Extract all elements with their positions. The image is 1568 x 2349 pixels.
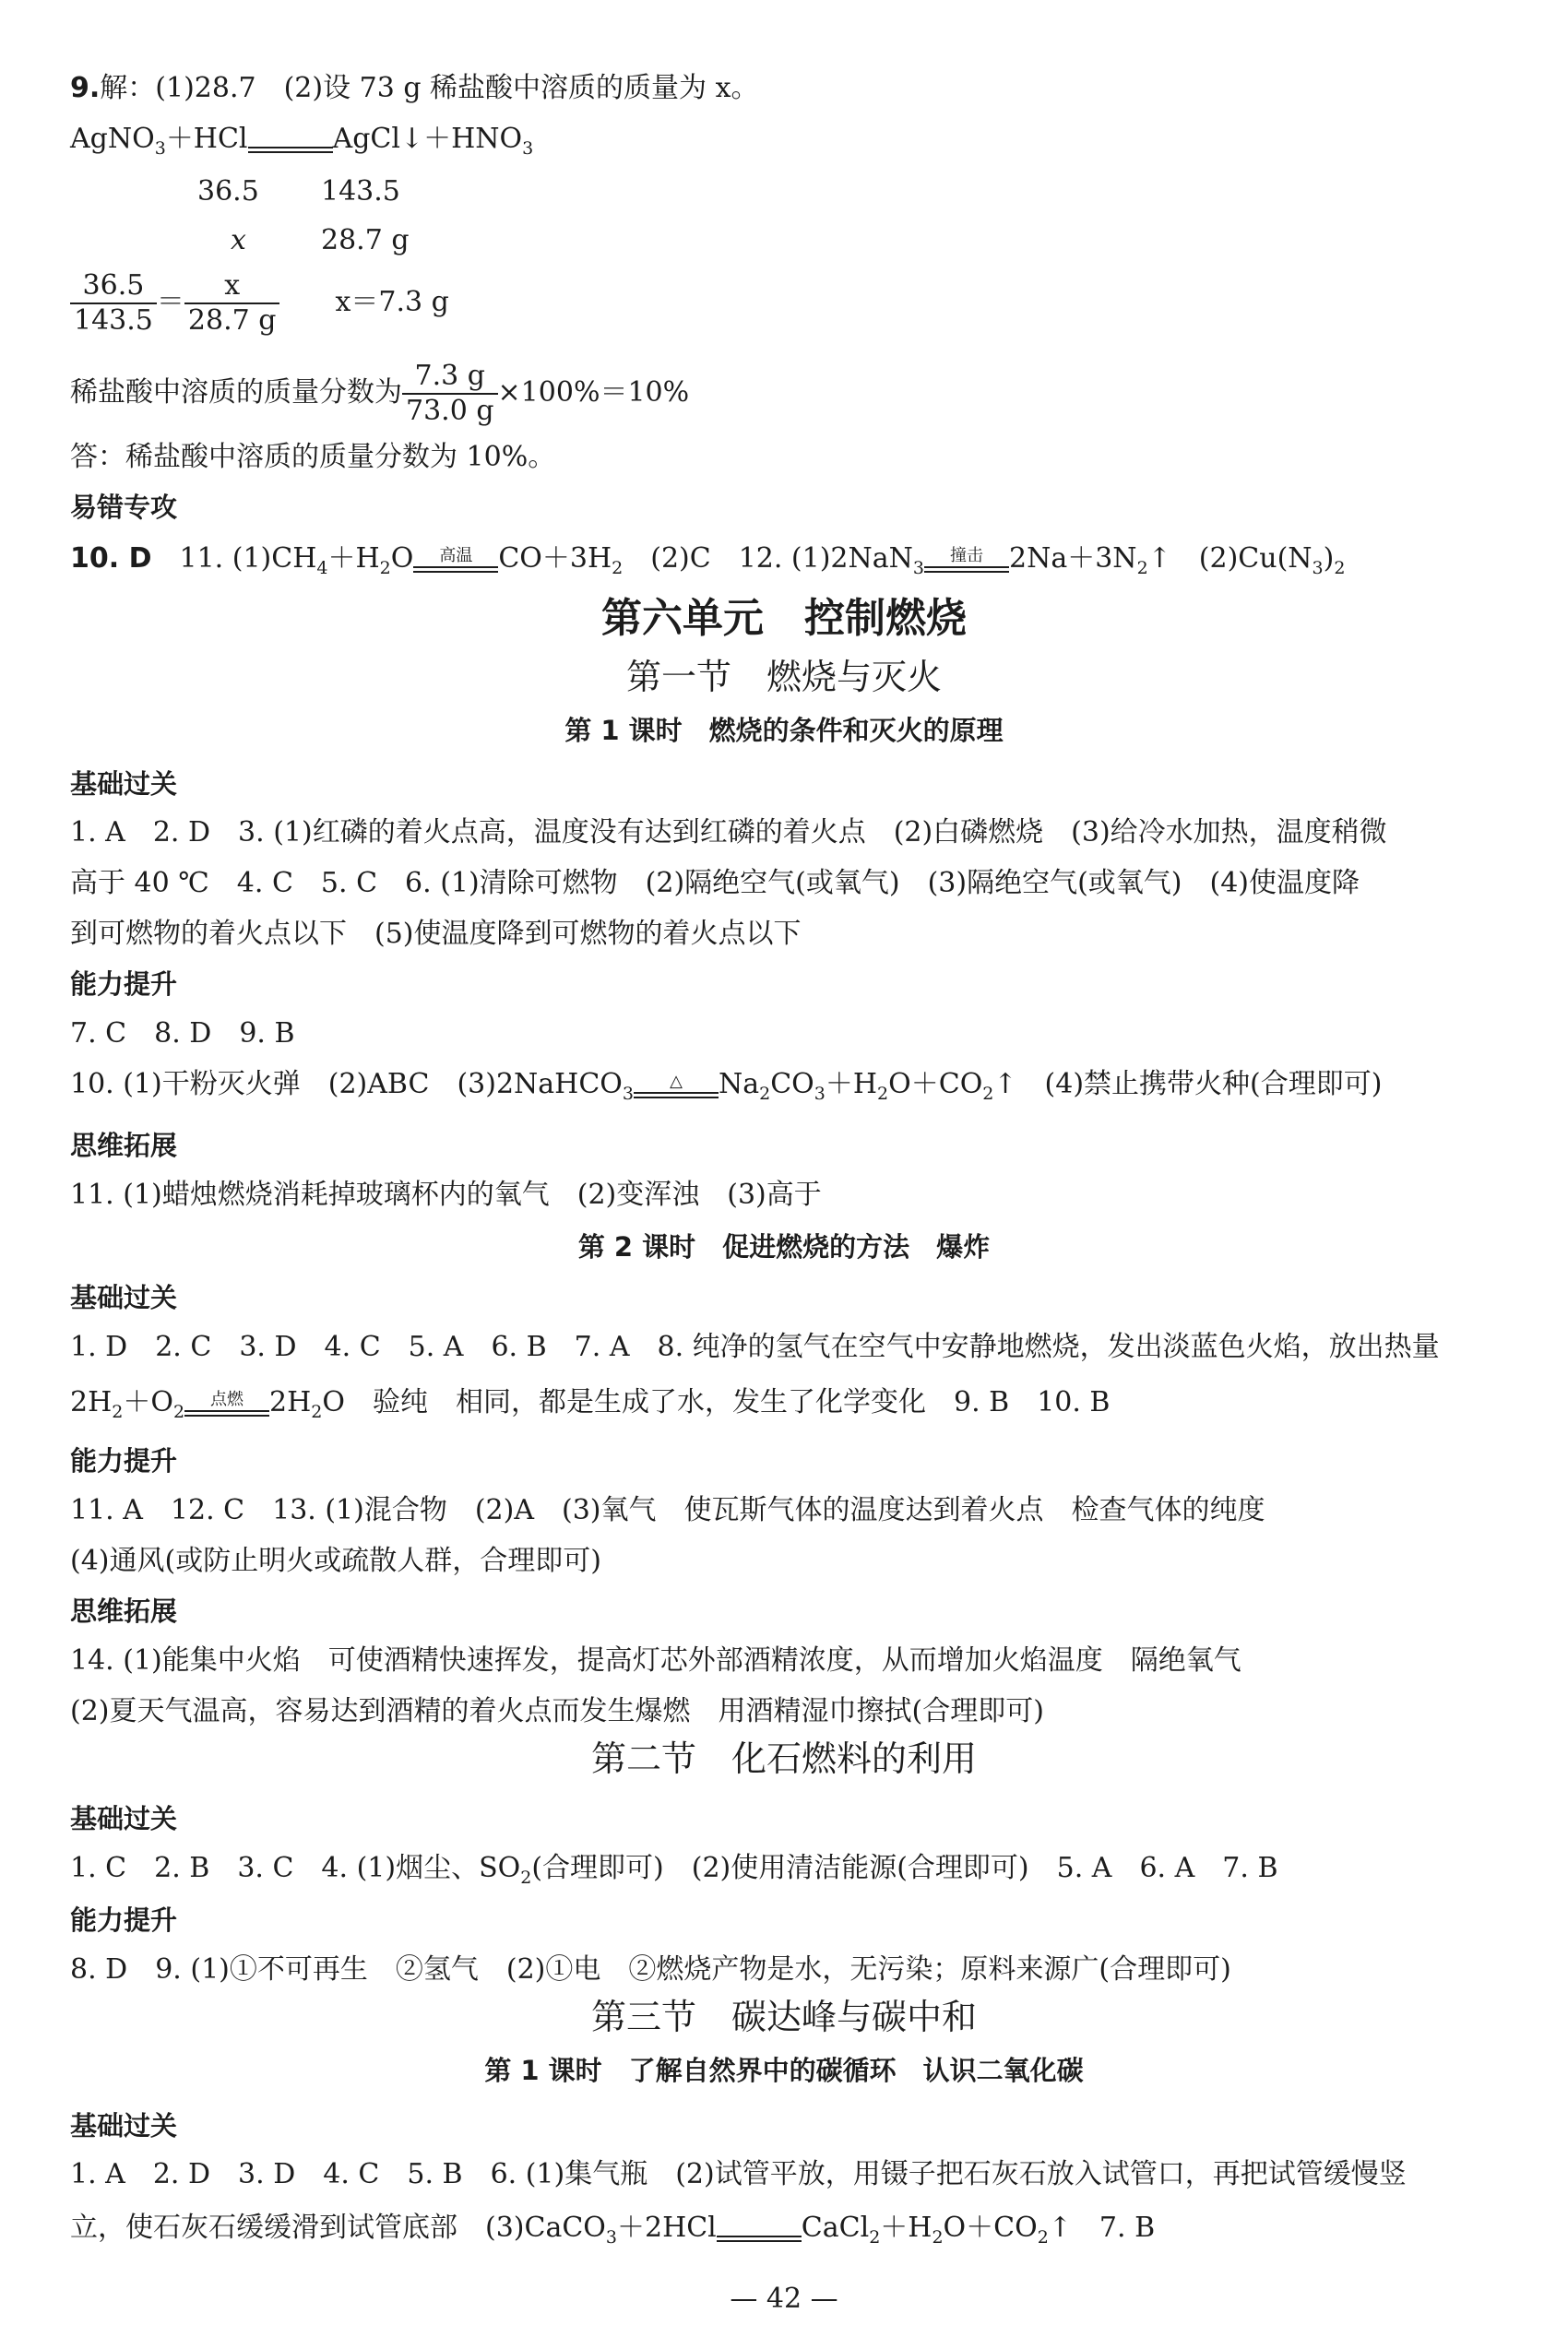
q9-equation: AgNO$_3$＋HCl $AgCl↓+HNO_3$: [70, 123, 534, 159]
page-number: — 42 —: [730, 2283, 838, 2315]
q9-mass-b: 143.5: [321, 175, 400, 208]
sec3-basic-2: 立，使石灰石缓缓滑到试管底部 (3)CaCO$_3$＋2HCl $CaCl_2+H_2O+CO_2↑$ 7. B: [70, 2212, 1156, 2248]
easy-err-line: 10. D 11. $(1)CH_4+H_2O$ 高温 $CO+3H_2$ (2)C 12. (1)2NaN$_3$ 撞击 $2Na+3N_2↑$ $(2)Cu(N_3)_2$: [70, 542, 1346, 578]
s1l1-basic-2: 高于 40 ℃ 4. C 5. C 6. (1)清除可燃物 (2)隔绝空气(或氧气) (3)隔绝空气(或氧气) (4)使温度降: [70, 867, 1360, 899]
s1l1-basic-1: 1. A 2. D 3. (1)红磷的着火点高，温度没有达到红磷的着火点 (2)白磷燃烧 (3)给冷水加热，温度稍微: [70, 816, 1387, 848]
fraction-1: $\frac{36.5}{143.5}$: [70, 269, 157, 338]
heading-basic: 基础过关: [70, 1282, 178, 1313]
q9-mass-a: 36.5: [197, 175, 259, 208]
q9-line1: 9.解：(1)28.7 (2)设 73 g 稀盐酸中溶质的质量为 x。: [70, 72, 759, 104]
s1l2-basic-1: 1. D 2. C 3. D 4. C 5. A 6. B 7. A 8. 纯净的氢气在空气中安静地燃烧，发出淡蓝色火焰，放出热量: [70, 1331, 1440, 1363]
s1l1-ability-1: 7. C 8. D 9. B: [70, 1017, 295, 1050]
lesson-2-title: 第 2 课时 促进燃烧的方法 爆炸: [577, 1231, 991, 1263]
heading-basic: 基础过关: [70, 1803, 178, 1834]
reaction-arrow: 撞击: [924, 548, 1009, 573]
heading-thinking: 思维拓展: [70, 1130, 178, 1161]
heading-basic: 基础过关: [70, 2110, 178, 2141]
s1l2-basic-2: $2H_2+O_2$ 点燃 $2H_2O$ 验纯 相同，都是生成了水，发生了化学变化 9. B 10. B: [70, 1386, 1111, 1422]
s1l1-thinking-1: 11. (1)蜡烛燃烧消耗掉玻璃杯内的氧气 (2)变浑浊 (3)高于: [70, 1179, 822, 1211]
lesson-1-title: 第 1 课时 燃烧的条件和灭火的原理: [564, 715, 1004, 746]
reaction-arrow: [717, 2217, 802, 2242]
unit-title: 第六单元 控制燃烧: [601, 595, 967, 642]
reaction-arrow: △: [634, 1074, 719, 1098]
sec2-ability-1: 8. D 9. (1)①不可再生 ②氢气 (2)①电 ②燃烧产物是水，无污染；原料来源广(合理即可): [70, 1953, 1231, 1986]
q9-number: 9.: [70, 72, 101, 104]
s1l2-thinking-2: (2)夏天气温高，容易达到酒精的着火点而发生爆燃 用酒精湿巾擦拭(合理即可): [70, 1695, 1044, 1727]
section-3-lesson-1-title: 第 1 课时 了解自然界中的碳循环 认识二氧化碳: [484, 2055, 1084, 2086]
q9-mass-d: 28.7 g: [321, 224, 410, 256]
q9-answer: 答：稀盐酸中溶质的质量分数为 10%。: [70, 441, 556, 473]
fraction-3: $\frac{7.3 g}{73.0 g}$: [402, 360, 498, 428]
s1l1-basic-3: 到可燃物的着火点以下 (5)使温度降到可燃物的着火点以下: [70, 918, 802, 950]
reaction-arrow: 点燃: [184, 1392, 269, 1417]
reaction-arrow: [248, 128, 333, 153]
section-3-title: 第三节 碳达峰与碳中和: [590, 1997, 977, 2037]
section-1-title: 第一节 燃烧与灭火: [625, 657, 942, 697]
s1l2-thinking-1: 14. (1)能集中火焰 可使酒精快速挥发，提高灯芯外部酒精浓度，从而增加火焰温度 隔绝氧气: [70, 1644, 1241, 1677]
heading-ability: 能力提升: [70, 1445, 178, 1477]
s1l1-q10: 10. (1)干粉灭火弹 (2)ABC (3)2NaHCO$_3$ △ $Na_2CO_3+H_2O+CO_2↑$ (4)禁止携带火种(合理即可): [70, 1068, 1383, 1104]
s1l2-ability-2: (4)通风(或防止明火或疏散人群，合理即可): [70, 1545, 601, 1577]
heading-thinking: 思维拓展: [70, 1596, 178, 1627]
heading-ability: 能力提升: [70, 968, 178, 1000]
heading-basic: 基础过关: [70, 768, 178, 800]
q9-mass-c: x: [231, 224, 246, 256]
q9-percent: 稀盐酸中溶质的质量分数为 $\frac{7.3 g}{73.0 g}$ ×100%＝10%: [70, 360, 690, 427]
fraction-2: $\frac{x}{28.7 g}$: [184, 269, 280, 338]
heading-easy-errors: 易错专攻: [70, 492, 178, 523]
heading-ability: 能力提升: [70, 1904, 178, 1936]
sec2-basic-1: 1. C 2. B 3. C 4. (1)烟尘、$SO_2$(合理即可) (2)使用清洁能源(合理即可) 5. A 6. A 7. B: [70, 1852, 1278, 1888]
sec3-basic-1: 1. A 2. D 3. D 4. C 5. B 6. (1)集气瓶 (2)试管平放，用镊子把石灰石放入试管口，再把试管缓慢竖: [70, 2158, 1407, 2190]
s1l2-ability-1: 11. A 12. C 13. (1)混合物 (2)A (3)氧气 使瓦斯气体的温度达到着火点 检查气体的纯度: [70, 1494, 1265, 1526]
section-2-title: 第二节 化石燃料的利用: [590, 1738, 977, 1779]
q9-proportion: $\frac{36.5}{143.5}$ ＝ $\frac{x}{28.7 g}$ x＝7.3 g: [70, 269, 449, 338]
reaction-arrow: 高温: [413, 548, 498, 573]
